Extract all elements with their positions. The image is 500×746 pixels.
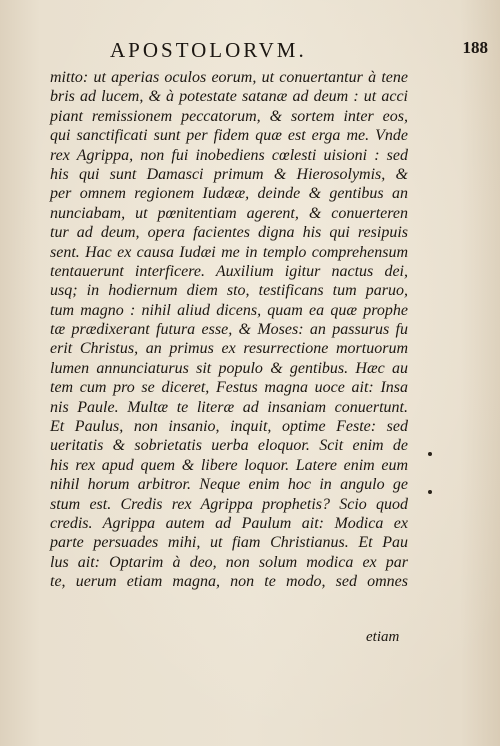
text-line: nis Paule. Multæ te literæ ad insaniam conuertunt.	[50, 398, 408, 416]
text-line: qui sanctificati sunt per fidem quæ est erga me. Vnde	[50, 127, 408, 145]
text-line: nihil horum arbitror. Neque enim hoc in angulo ge	[50, 476, 408, 494]
text-line: lumen annunciaturus sit populo & gentibus. Hæc au	[50, 359, 408, 377]
page-header	[110, 38, 488, 64]
text-line: nunciabam, ut pœnitentiam agerent, & conuerteren	[50, 204, 408, 222]
text-line: tum magno : nihil aliud dicens, quam ea quæ prophe	[50, 301, 408, 319]
text-line: his qui sunt Damasci primum & Hierosolymis, &	[50, 165, 408, 183]
text-line: tur ad deum, opera facientes digna his qui resipuis	[50, 224, 408, 242]
text-line: bris ad lucem, & à potestate satanæ ad deum : ut acci	[50, 88, 408, 106]
text-line: te, uerum etiam magna, non te modo, sed omnes	[50, 573, 408, 591]
text-line: Et Paulus, non insanio, inquit, optime Feste: sed	[50, 418, 408, 436]
margin-dot	[428, 490, 432, 494]
text-line: tentauerunt interficere. Auxilium igitur nactus dei,	[50, 262, 408, 280]
margin-dot	[428, 452, 432, 456]
text-line: erit Christus, an primus ex resurrectione mortuorum	[50, 340, 408, 358]
text-line: sent. Hac ex causa Iudæi me in templo comprehensum	[50, 243, 408, 261]
text-line: piant remissionem peccatorum, & sortem inter eos,	[50, 107, 408, 125]
folio-number: 188	[462, 38, 488, 57]
text-line: his rex apud quem & libere loquor. Latere enim eum	[50, 456, 408, 474]
text-line: usq; in hodiernum diem sto, testificans tum paruo,	[50, 282, 408, 300]
text-line: rex Agrippa, non fui inobediens cœlesti uisioni : sed	[50, 146, 408, 164]
catchword: etiam	[366, 629, 400, 645]
text-line: tæ prædixerant futura esse, & Moses: an passurus fu	[50, 321, 408, 339]
running-head: APOSTOLORVM.	[110, 38, 307, 62]
text-line: tem cum pro se diceret, Festus magna uoce ait: Insa	[50, 379, 408, 397]
text-line: credis. Agrippa autem ad Paulum ait: Modica ex	[50, 514, 408, 532]
body-text	[50, 68, 408, 592]
text-line: per omnem regionem Iudææ, deinde & gentibus an	[50, 185, 408, 203]
text-line: lus ait: Optarim à deo, non solum modica ex par	[50, 553, 408, 571]
text-line: ueritatis & sobrietatis uerba eloquor. Scit enim de	[50, 437, 408, 455]
text-line: stum est. Credis rex Agrippa prophetis? Scio quod	[50, 495, 408, 513]
text-line: parte persuades mihi, ut fiam Christianus. Et Pau	[50, 534, 408, 552]
text-line: mitto: ut aperias oculos eorum, ut conuertantur à tene	[50, 69, 408, 86]
